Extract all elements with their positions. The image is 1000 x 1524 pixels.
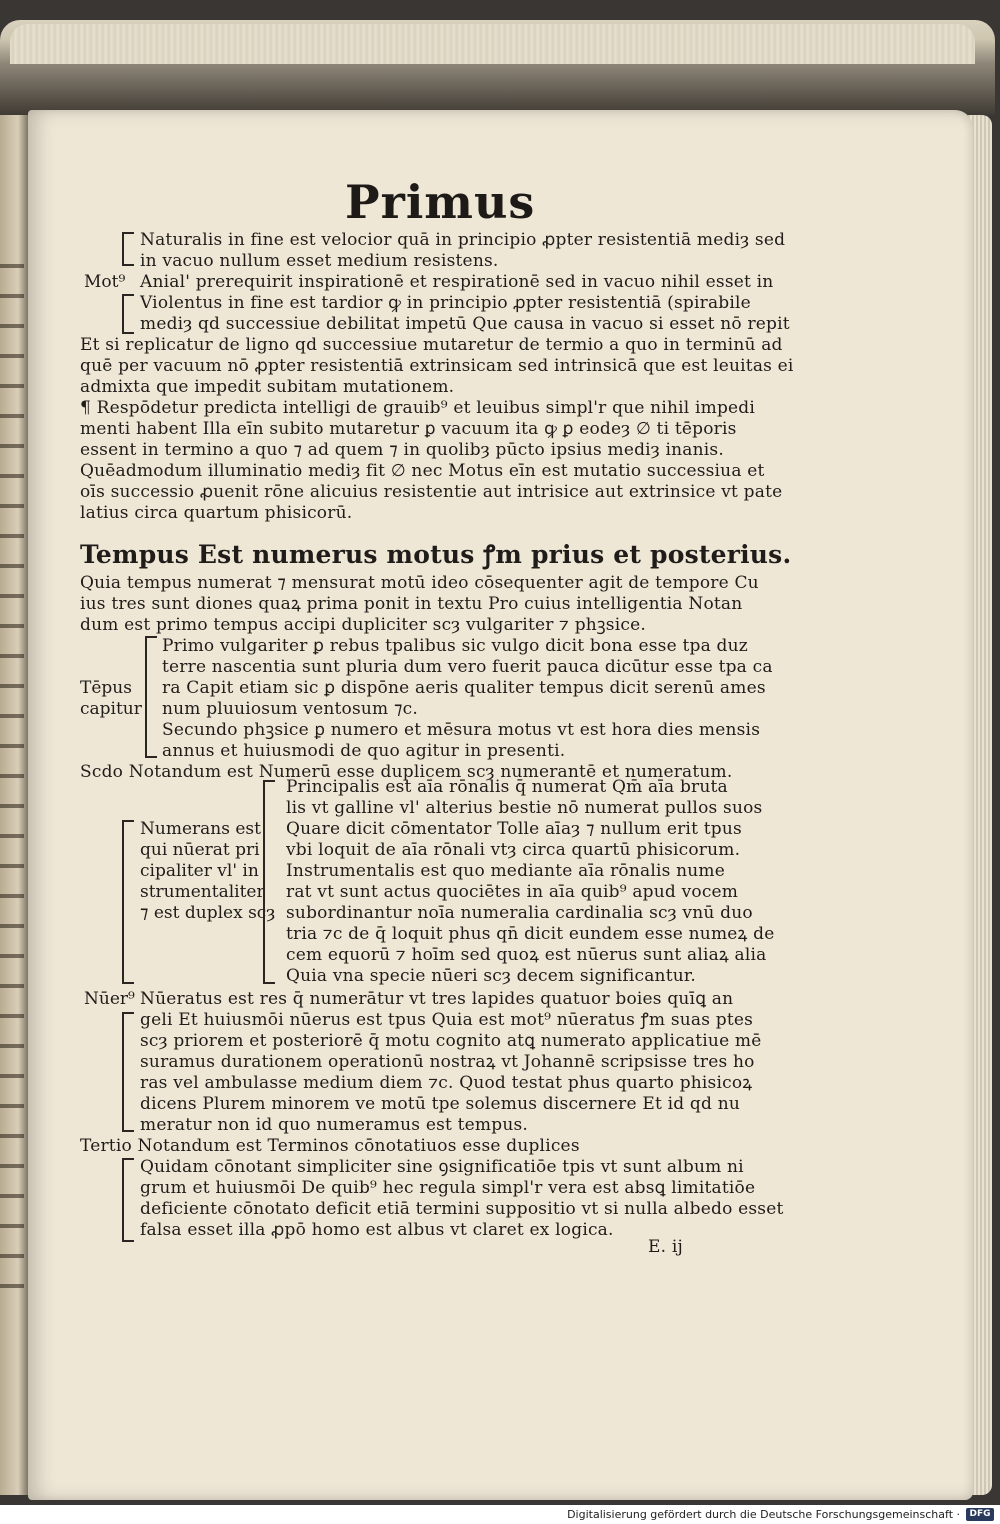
text-line: Quēadmodum illuminatio mediȝ fit ∅ nec Motus eīn est mutatio successiua et	[80, 461, 765, 481]
text-line: geli Et huiusmōi nūerus est tpus Quia est mot⁹ nūeratus ꝭm suas ptes	[140, 1010, 754, 1030]
text-line: deficiente cōnotato deficit etiā termini suppositio vt si nulla albedo esset	[140, 1199, 784, 1219]
bracket	[122, 232, 134, 266]
bracket	[122, 294, 134, 334]
text-line: oīs successio ꝓuenit rōne alicuius resistentie aut intrisice aut extrinsice vt pate	[80, 482, 783, 502]
text-line: grum et huiusmōi De quib⁹ hec regula simpl'r vera est absꝗ limitatiōe	[140, 1178, 756, 1198]
bracket	[122, 1158, 134, 1242]
text-line: falsa esset illa ꝓpō homo est albus vt claret ex logica.	[140, 1220, 614, 1240]
text-line: Secundo phꝫsice ꝑ numero et mēsura motus vt est hora dies mensis	[162, 720, 761, 740]
text-line: lis vt galline vl' alterius bestie nō numerat pullos suos	[286, 798, 763, 818]
text-line: latius circa quartum phisicorū.	[80, 503, 353, 523]
text-line: meratur non id quo numeramus est tempus.	[140, 1115, 529, 1135]
text-line: vbi loquit de aīa rōnali vtȝ circa quartū phisicorum.	[286, 840, 741, 860]
text-line: rat vt sunt actus quociētes in aīa quib⁹ apud vocem	[286, 882, 739, 902]
text-line: Et si replicatur de ligno qd successiue mutaretur de termio a quo in terminū ad	[80, 335, 783, 355]
page-header: Primus	[345, 175, 536, 229]
text-line: Violentus in fine est tardior ꝙ in principio ꝓpter resistentiā (spirabile	[140, 293, 751, 313]
text-line: Quia vna specie nūeri scȝ decem significantur.	[286, 966, 696, 986]
section-heading: Tempus Est numerus motus ꝭm prius et posterius.	[80, 540, 792, 569]
numerans-note-line: qui nūerat pri	[140, 840, 260, 860]
margin-note-tempus: Tēpus	[80, 678, 132, 698]
text-line: ius tres sunt diones quaꝝ prima ponit in textu Pro cuius intelligentia Notan	[80, 594, 743, 614]
text-line: terre nascentia sunt pluria dum vero fuerit pauca dicūtur esse tpa ca	[162, 657, 773, 677]
text-line: essent in termino a quo ⁊ ad quem ⁊ in quolibȝ pūcto ipsius mediȝ inanis.	[80, 440, 724, 460]
text-line: suramus durationem operationū nostraꝝ vt Johannē scripsisse tres ho	[140, 1052, 755, 1072]
bracket	[122, 820, 134, 984]
dfg-logo	[966, 1508, 994, 1521]
text-line: mediȝ qd successiue debilitat impetū Que causa in vacuo si esset nō repit	[140, 314, 790, 334]
text-line: Primo vulgariter ꝑ rebus tpalibus sic vulgo dicit bona esse tpa duz	[162, 636, 748, 656]
text-line: cem equorū ⁊ hoīm sed quoꝝ est nūerus sunt aliaꝝ alia	[286, 945, 767, 965]
bracket	[122, 1012, 134, 1132]
text-line: scȝ priorem et posteriorē q̄ motu cognito atꝗ numerato applicatiue mē	[140, 1031, 762, 1051]
text-line: ra Capit etiam sic ꝑ dispōne aeris qualiter tempus dicit serenū ames	[162, 678, 766, 698]
text-line: quē per vacuum nō ꝓpter resistentiā extrinsicam sed intrinsicā que est leuitas ei	[80, 356, 794, 376]
text-line: Quare dicit cōmentator Tolle aīaȝ ⁊ nullum erit tpus	[286, 819, 742, 839]
bracket	[145, 636, 157, 758]
text-line: num pluuiosum ventosum ⁊c.	[162, 699, 418, 719]
dfg-logo-text: DFG	[969, 1509, 991, 1519]
margin-note-numerus: Nūer⁹	[84, 989, 135, 1009]
text-line: ras vel ambulasse medium diem ⁊c. Quod testat phus quarto phisicoꝝ	[140, 1073, 753, 1093]
signature-mark: E. ij	[648, 1237, 683, 1257]
text-line: annus et huiusmodi de quo agitur in presenti.	[162, 741, 566, 761]
text-line: Nūeratus est res q̄ numerātur vt tres lapides quatuor boies quīꝗ an	[140, 989, 734, 1009]
text-line: in vacuo nullum esset medium resistens.	[140, 251, 499, 271]
text-line: tria ⁊c de q̄ loquit phus qn̄ dicit eundem esse numeꝝ de	[286, 924, 775, 944]
numerans-note-line: ⁊ est duplex scȝ	[140, 903, 276, 923]
numerans-note-line: Numerans est	[140, 819, 261, 839]
text-line: dicens Plurem minorem ve motū tpe solemus discernere Et id qd nu	[140, 1094, 740, 1114]
text-line: admixta que impedit subitam mutationem.	[80, 377, 455, 397]
text-line: menti habent Illa eīn subito mutaretur ꝑ vacuum ita ꝙ ꝑ eodeȝ ∅ ti tēporis	[80, 419, 737, 439]
margin-note-capitur: capitur	[80, 699, 142, 719]
text-line: Anial' prerequirit inspirationē et respirationē sed in vacuo nihil esset in	[140, 272, 774, 292]
text-line: Principalis est aīa rōnalis q̄ numerat Qm̄ aīa bruta	[286, 777, 728, 797]
text-line: dum est primo tempus accipi dupliciter scȝ vulgariter ⁊ phꝫsice.	[80, 615, 646, 635]
footer-credit: Digitalisierung gefördert durch die Deutsche Forschungsgemeinschaft ·	[567, 1508, 960, 1521]
text-line: ¶ Respōdetur predicta intelligi de grauib⁹ et leuibus simpl'r que nihil impedi	[80, 398, 756, 418]
text-line: Instrumentalis est quo mediante aīa rōnalis nume	[286, 861, 725, 881]
text-line: subordinantur noīa numeralia cardinalia scȝ vnū duo	[286, 903, 753, 923]
text-line: Quidam cōnotant simpliciter sine ꝯsignificatiōe tpis vt sunt album ni	[140, 1157, 744, 1177]
numerans-note-line: strumentaliter	[140, 882, 265, 902]
text-line: Tertio Notandum est Terminos cōnotatiuos esse duplices	[80, 1136, 580, 1156]
numerans-note-line: cipaliter vl' in	[140, 861, 259, 881]
text-line: Scdo Notandum est Numerū esse duplicem scȝ numerantē et numeratum.	[80, 762, 733, 782]
text-line: Quia tempus numerat ⁊ mensurat motū ideo cōsequenter agit de tempore Cu	[80, 573, 759, 593]
margin-note-motus: Mot⁹	[84, 272, 126, 292]
text-line: Naturalis in fine est velocior quā in principio ꝓpter resistentiā mediȝ sed	[140, 230, 786, 250]
book-page-block	[10, 24, 975, 64]
left-page-text-edge	[0, 250, 24, 1300]
bracket	[263, 780, 275, 984]
footer-bar	[0, 1505, 1000, 1524]
